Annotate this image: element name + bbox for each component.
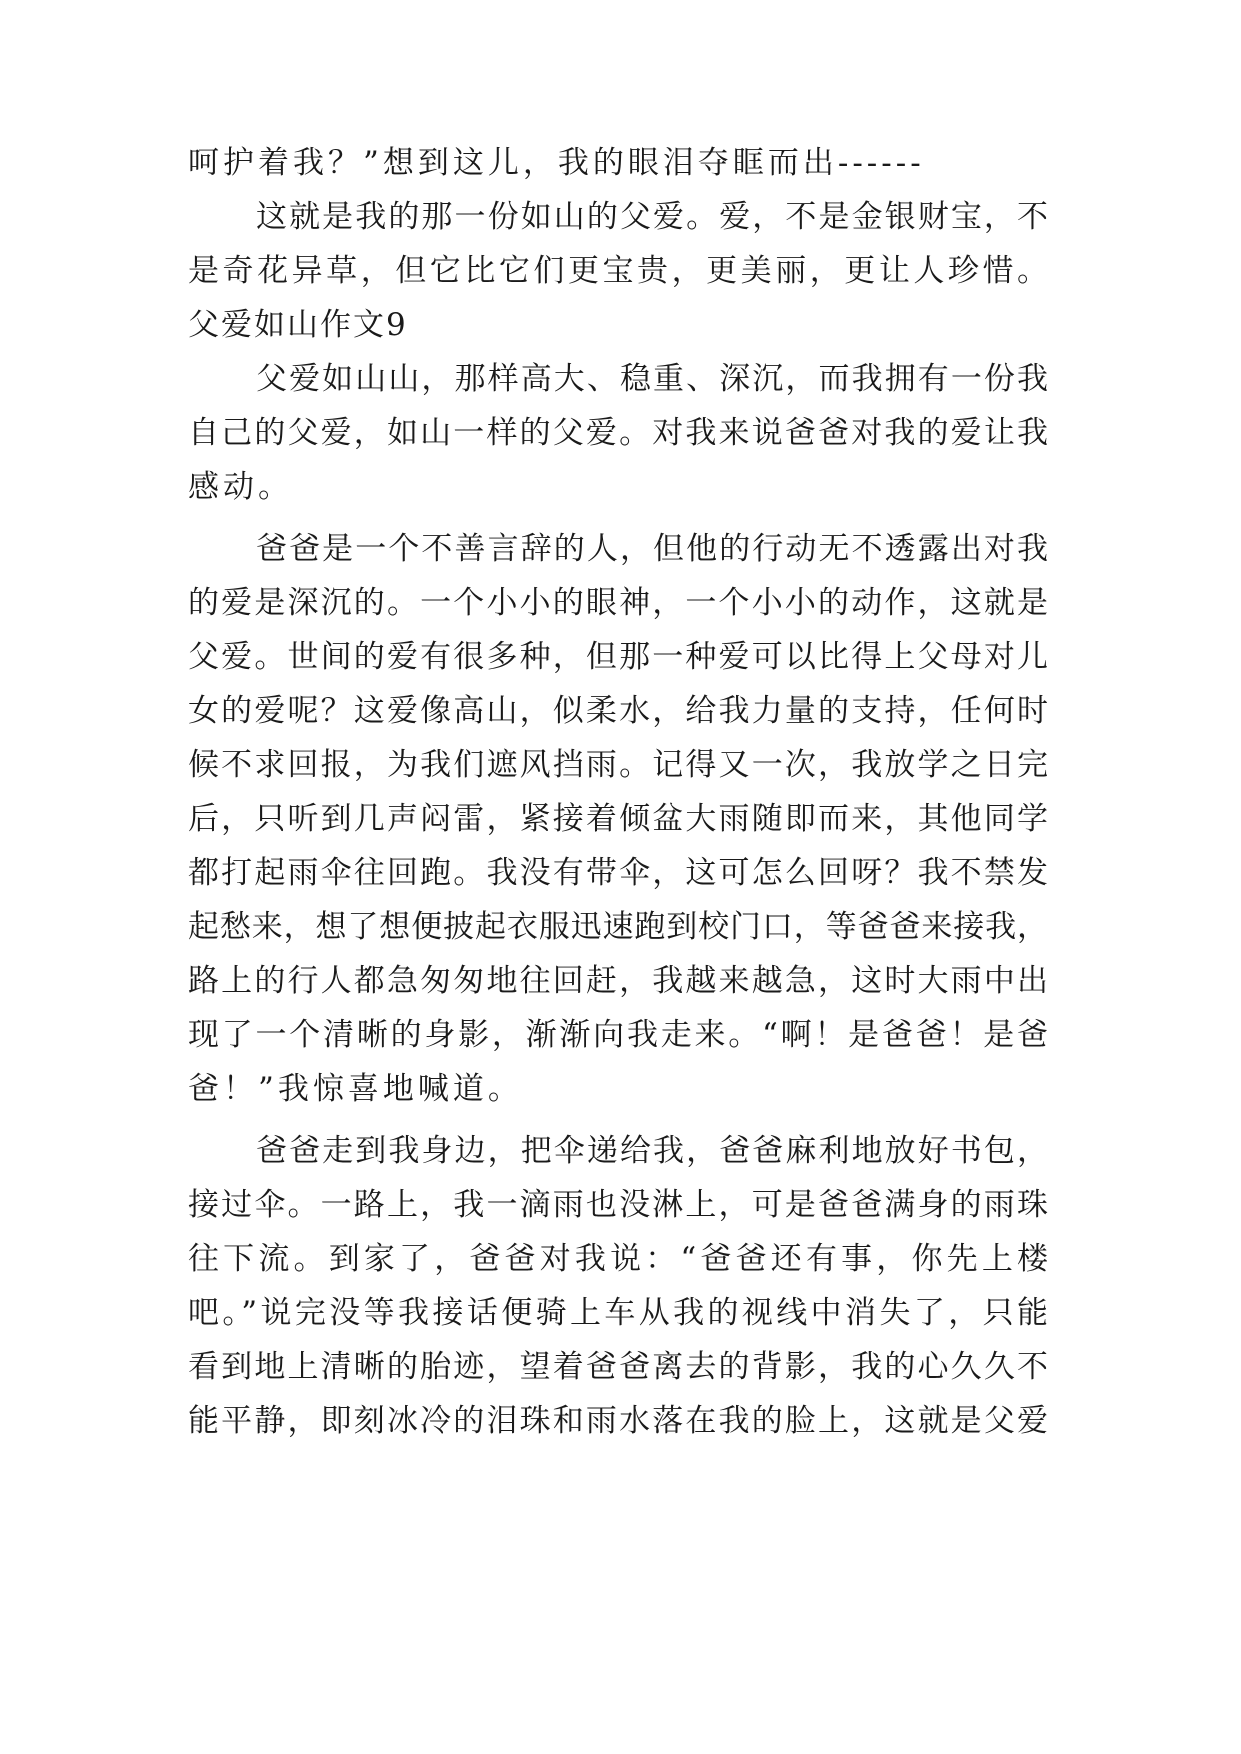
- text-line-15: 起愁来，想了想便披起衣服迅速跑到校门口，等爸爸来接我，: [188, 909, 1048, 945]
- text-line-21: 往下流。到家了，爸爸对我说：“爸爸还有事，你先上楼: [188, 1241, 1048, 1277]
- text-line-1: 呵护着我？”想到这儿，我的眼泪夺眶而出------: [188, 145, 925, 181]
- text-line-5: 父爱如山山，那样高大、稳重、深沉，而我拥有一份我: [256, 361, 1048, 397]
- text-line-23: 看到地上清晰的胎迹，望着爸爸离去的背影，我的心久久不: [188, 1349, 1048, 1385]
- text-line-9: 的爱是深沉的。一个小小的眼神，一个小小的动作，这就是: [188, 585, 1048, 621]
- text-line-18: 爸！”我惊喜地喊道。: [188, 1071, 523, 1107]
- text-line-20: 接过伞。一路上，我一滴雨也没淋上，可是爸爸满身的雨珠: [188, 1187, 1048, 1223]
- text-line-22: 吧。”说完没等我接话便骑上车从我的视线中消失了，只能: [188, 1295, 1048, 1331]
- text-line-6: 自己的父爱，如山一样的父爱。对我来说爸爸对我的爱让我: [188, 415, 1048, 451]
- text-line-10: 父爱。世间的爱有很多种，但那一种爱可以比得上父母对儿: [188, 639, 1048, 675]
- text-line-19: 爸爸走到我身边，把伞递给我，爸爸麻利地放好书包，: [256, 1133, 1048, 1169]
- text-line-11: 女的爱呢？这爱像高山，似柔水，给我力量的支持，任何时: [188, 693, 1048, 729]
- text-line-17: 现了一个清晰的身影，渐渐向我走来。“啊！是爸爸！是爸: [188, 1017, 1048, 1053]
- section-heading: 父爱如山作文9: [188, 307, 408, 343]
- text-line-3: 是奇花异草，但它比它们更宝贵，更美丽，更让人珍惜。: [188, 253, 1048, 289]
- text-line-2: 这就是我的那一份如山的父爱。爱，不是金银财宝，不: [256, 199, 1048, 235]
- text-line-16: 路上的行人都急匆匆地往回赶，我越来越急，这时大雨中出: [188, 963, 1048, 999]
- text-line-7: 感动。: [188, 469, 293, 505]
- text-line-8: 爸爸是一个不善言辞的人，但他的行动无不透露出对我: [256, 531, 1048, 567]
- text-line-13: 后，只听到几声闷雷，紧接着倾盆大雨随即而来，其他同学: [188, 801, 1048, 837]
- text-line-24: 能平静，即刻冰冷的泪珠和雨水落在我的脸上，这就是父爱: [188, 1403, 1048, 1439]
- text-line-12: 候不求回报，为我们遮风挡雨。记得又一次，我放学之日完: [188, 747, 1048, 783]
- text-line-14: 都打起雨伞往回跑。我没有带伞，这可怎么回呀？我不禁发: [188, 855, 1048, 891]
